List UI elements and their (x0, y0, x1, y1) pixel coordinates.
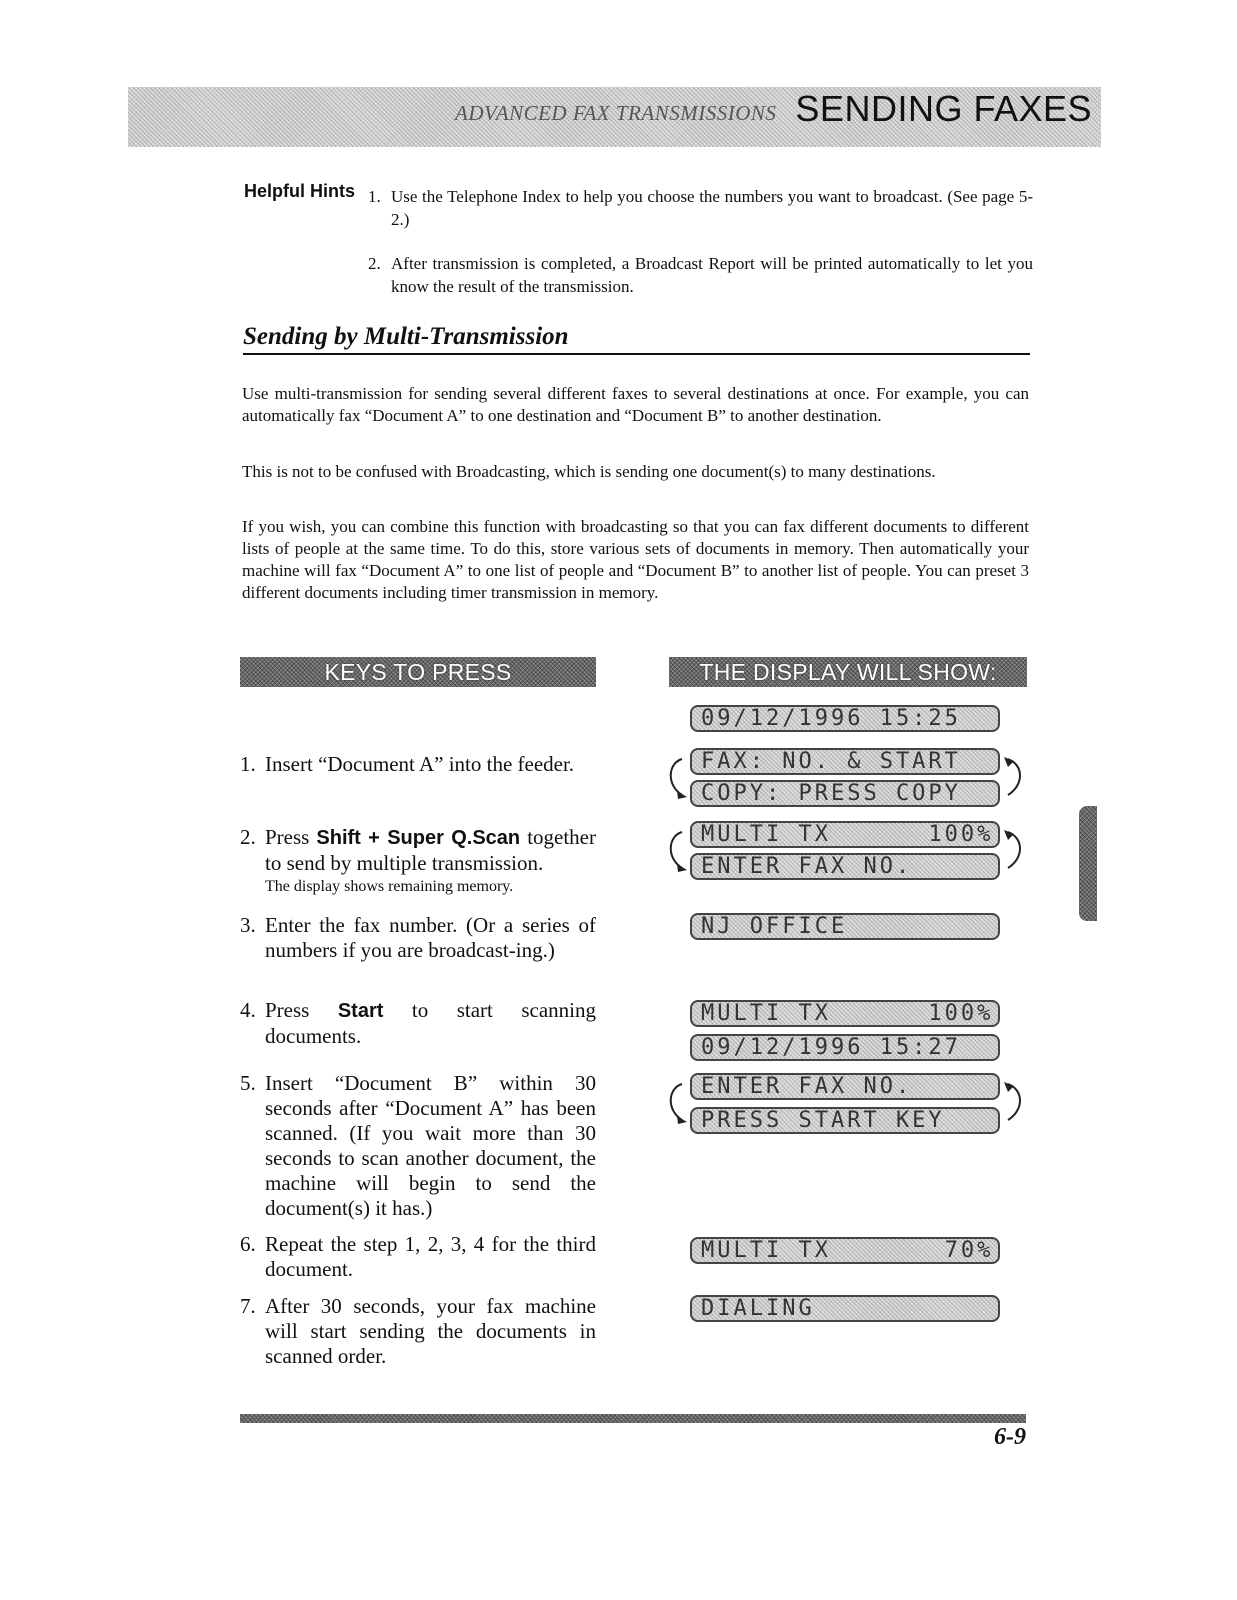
step-item (240, 998, 596, 1049)
step-number: 6. (240, 1232, 256, 1256)
step-item (240, 913, 596, 963)
step-item (240, 1232, 596, 1282)
header-chapter-title: SENDING FAXES (795, 88, 1092, 129)
step-text-pre: Press (265, 998, 338, 1022)
step-text: Enter the fax number. (Or a series of numbers if you are broadcast-ing.) (265, 913, 596, 962)
lcd-display: MULTI TX 100% (690, 821, 1000, 848)
step-text (265, 825, 596, 876)
alternate-right-arrow-icon (1002, 755, 1032, 803)
helpful-hints-label: Helpful Hints (244, 181, 355, 201)
lcd-display: FAX: NO. & START (690, 748, 1000, 775)
step-item (240, 752, 596, 777)
lcd-display: PRESS START KEY (690, 1107, 1000, 1134)
step-text: Insert “Document B” within 30 seconds after “Document A” has been scanned. (If you wait more than 30 seconds to scan another document, the machine will begin to send the document(s) it has.) (265, 1071, 596, 1220)
body-paragraph: Use multi-transmission for sending several different faxes to several destinations at once. For example, you can automatically fax “Document A” to one destination and “Document B” to another destination. (242, 384, 1029, 425)
lcd-display: NJ OFFICE (690, 913, 1000, 940)
lcd-display: 09/12/1996 15:25 (690, 705, 1000, 732)
hint-text: Use the Telephone Index to help you choose the numbers you want to broadcast. (See page 5-2.) (391, 187, 1033, 229)
step-number: 5. (240, 1071, 256, 1095)
lcd-display: MULTI TX 100% (690, 1000, 1000, 1027)
hint-item (368, 185, 1033, 231)
footer-rule (240, 1414, 1026, 1423)
step-number: 3. (240, 913, 256, 937)
step-text (265, 998, 596, 1049)
alternate-left-arrow-icon (660, 828, 700, 876)
step-number: 2. (240, 825, 256, 849)
alternate-right-arrow-icon (1002, 828, 1032, 876)
lcd-display: MULTI TX 70% (690, 1237, 1000, 1264)
header-section-title: ADVANCED FAX TRANSMISSIONS (455, 101, 777, 125)
step-number: 1. (240, 752, 256, 776)
lcd-display: ENTER FAX NO. (690, 853, 1000, 880)
body-paragraph: If you wish, you can combine this function with broadcasting so that you can fax different documents to different lists of people at the same time. To do this, store various sets of documents in memory. Then automatically your machine will fax “Document A” to one list of people and “Document B” to another list of people. You can preset 3 different documents including timer transmission in memory. (242, 517, 1029, 602)
step-text: Insert “Document A” into the feeder. (265, 752, 575, 776)
lcd-display: 09/12/1996 15:27 (690, 1034, 1000, 1061)
key-name: Shift + Super Q.Scan (316, 827, 521, 849)
alternate-right-arrow-icon (1002, 1080, 1032, 1128)
alternate-left-arrow-icon (660, 755, 700, 803)
hint-number: 1. (368, 187, 381, 206)
step-text-pre: Press (265, 825, 317, 849)
lcd-display: DIALING (690, 1295, 1000, 1322)
step-text-post: together to send by multiple transmission. (265, 825, 597, 875)
step-item (240, 825, 596, 898)
step-text: Repeat the step 1, 2, 3, 4 for the third document. (265, 1232, 596, 1281)
step-note: The display shows remaining memory. (265, 878, 514, 895)
section-title: Sending by Multi-Transmission (243, 323, 1030, 355)
lcd-display: ENTER FAX NO. (690, 1073, 1000, 1100)
page-number: 6-9 (994, 1424, 1026, 1450)
step-item (240, 1071, 596, 1221)
step-text-post: to start scanning documents. (265, 998, 596, 1048)
step-number: 7. (240, 1294, 256, 1318)
step-text: After 30 seconds, your fax machine will start sending the documents in scanned order. (265, 1294, 596, 1368)
alternate-left-arrow-icon (660, 1080, 700, 1128)
chapter-side-tab (1079, 806, 1097, 921)
keys-to-press-heading: KEYS TO PRESS (240, 657, 596, 687)
key-name: Start (337, 1000, 384, 1022)
lcd-display: COPY: PRESS COPY (690, 780, 1000, 807)
body-paragraph: This is not to be confused with Broadcasting, which is sending one document(s) to many destinations. (242, 462, 936, 481)
hint-text: After transmission is completed, a Broadcast Report will be printed automatically to let you know the result of the transmission. (391, 254, 1033, 296)
display-will-show-heading: THE DISPLAY WILL SHOW: (669, 657, 1027, 687)
hint-number: 2. (368, 254, 381, 273)
hint-item (368, 252, 1033, 298)
step-item (240, 1294, 596, 1369)
step-number: 4. (240, 998, 256, 1022)
